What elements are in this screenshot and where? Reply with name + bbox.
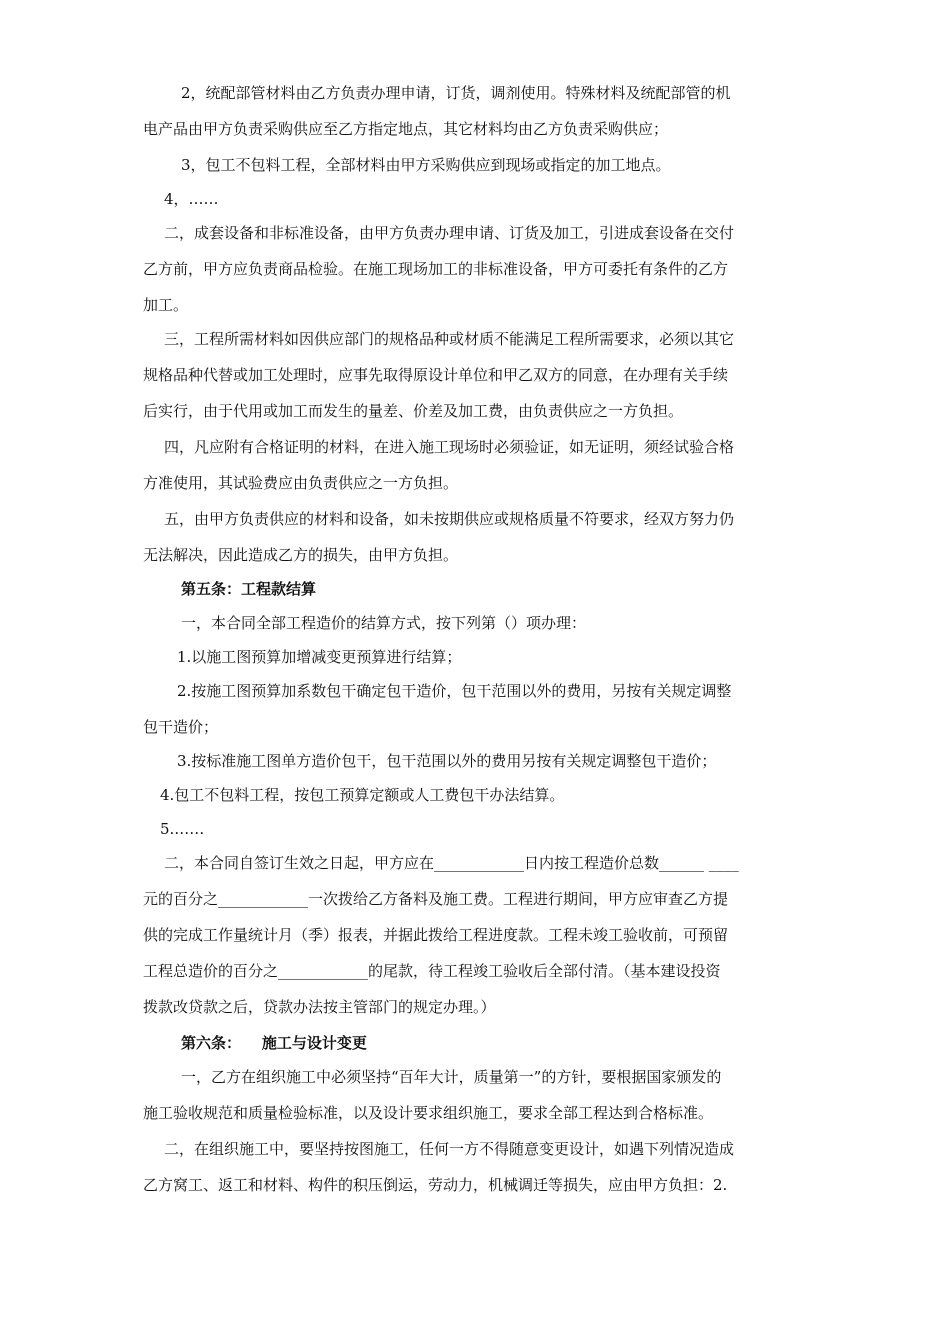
text-line: 1.以施工图预算加增减变更预算进行结算； — [177, 648, 462, 666]
section-heading-article-6: 第六条： 施工与设计变更 — [181, 1034, 367, 1052]
text-line: 二，成套设备和非标准设备，由甲方负责办理申请、订货及加工，引进成套设备在交付 — [164, 224, 735, 242]
text-line: 施工验收规范和质量检验标准，以及设计要求组织施工，要求全部工程达到合格标准。 — [143, 1104, 714, 1122]
section-heading-article-5: 第五条：工程款结算 — [181, 580, 317, 598]
text-line: 三，工程所需材料如因供应部门的规格品种或材质不能满足工程所需要求，必须以其它 — [164, 330, 735, 348]
text-line: 元的百分之____________一次拨给乙方备料及施工费。工程进行期间，甲方应审查乙方提 — [143, 890, 729, 908]
text-line: 后实行，由于代用或加工而发生的量差、价差及加工费，由负责供应之一方负担。 — [143, 402, 684, 420]
text-line: 规格品种代替或加工处理时，应事先取得原设计单位和甲乙双方的同意，在办理有关手续 — [143, 366, 729, 384]
text-line: 一，本合同全部工程造价的结算方式，按下列第（）项办理： — [181, 614, 587, 632]
text-line: 乙方窝工、返工和材料、构件的积压倒运，劳动力，机械调迁等损失，应由甲方负担：2. — [143, 1176, 728, 1194]
text-line: 供的完成工作量统计月（季）报表，并据此拨给工程进度款。工程未竣工验收前，可预留 — [143, 926, 729, 944]
text-line: 五，由甲方负责供应的材料和设备，如未按期供应或规格质量不符要求，经双方努力仍 — [164, 510, 735, 528]
text-line: 4，…… — [164, 190, 219, 208]
text-line: 加工。 — [143, 296, 189, 314]
text-line: 方准使用，其试验费应由负责供应之一方负担。 — [143, 474, 459, 492]
text-line: 四，凡应附有合格证明的材料，在进入施工现场时必须验证，如无证明，须经试验合格 — [164, 438, 735, 456]
text-line: 3.按标准施工图单方造价包干，包干范围以外的费用另按有关规定调整包干造价； — [177, 752, 717, 770]
text-line: 二，本合同自签订生效之日起，甲方应在____________日内按工程造价总数______ ____ — [164, 854, 739, 872]
text-line: 乙方前，甲方应负责商品检验。在施工现场加工的非标准设备，甲方可委托有条件的乙方 — [143, 260, 729, 278]
text-line: 3，包工不包料工程，全部材料由甲方采购供应到现场或指定的加工地点。 — [181, 156, 671, 174]
text-line: 包干造价； — [143, 718, 219, 736]
text-line: 2，统配部管材料由乙方负责办理申请，订货，调剂使用。特殊材料及统配部管的机 — [181, 84, 731, 102]
text-line: 一，乙方在组织施工中必须坚持“百年大计，质量第一”的方针，要根据国家颁发的 — [181, 1068, 722, 1086]
text-line: 工程总造价的百分之____________的尾款，待工程竣工验收后全部付清。（基本建设投资 — [143, 962, 721, 980]
text-line: 二，在组织施工中，要坚持按图施工，任何一方不得随意变更设计，如遇下列情况造成 — [164, 1140, 735, 1158]
text-line: 5.…… — [160, 820, 205, 838]
text-line: 无法解决，因此造成乙方的损失，由甲方负担。 — [143, 546, 459, 564]
text-line: 4.包工不包料工程，按包工预算定额或人工费包干办法结算。 — [160, 786, 565, 804]
text-line: 2.按施工图预算加系数包干确定包干造价，包干范围以外的费用，另按有关规定调整 — [177, 682, 732, 700]
text-line: 拨款改贷款之后，贷款办法按主管部门的规定办理。） — [143, 998, 496, 1016]
text-line: 电产品由甲方负责采购供应至乙方指定地点，其它材料均由乙方负责采购供应； — [143, 120, 669, 138]
